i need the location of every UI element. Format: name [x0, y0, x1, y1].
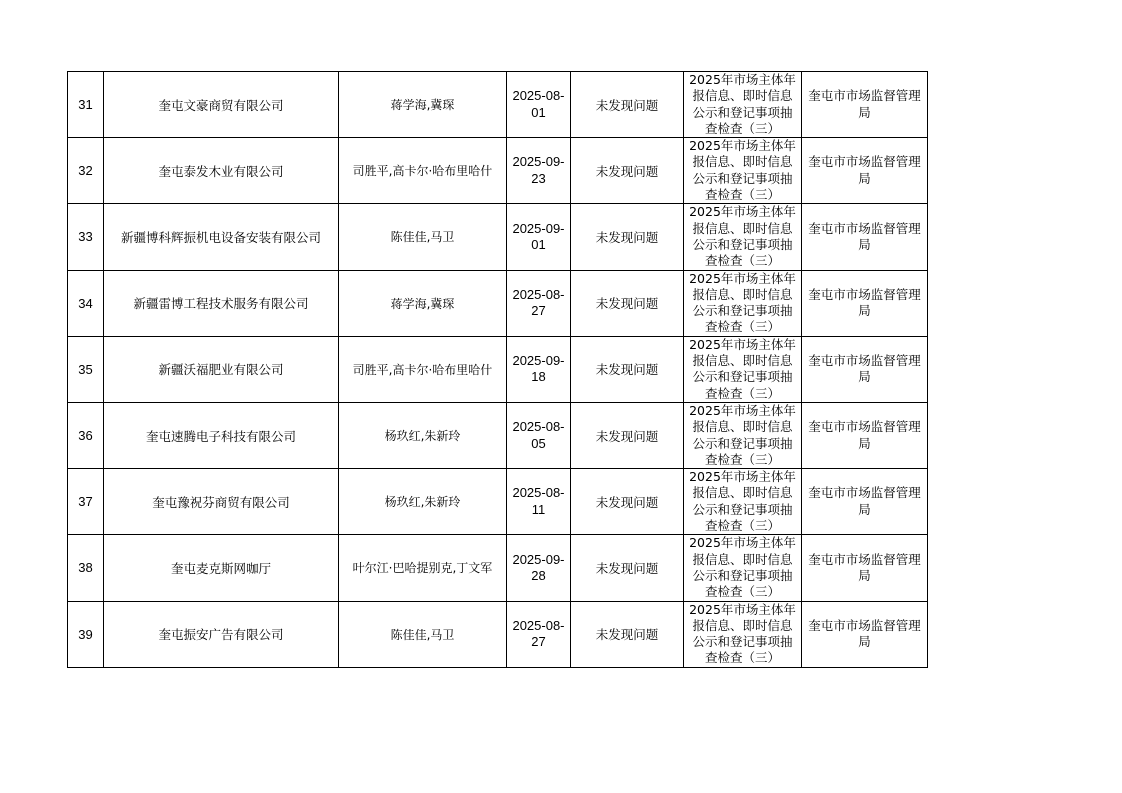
inspectors-cell: 蒋学海,冀琛 [339, 72, 507, 138]
inspectors-cell: 杨玖红,朱新玲 [339, 402, 507, 468]
row-number-cell: 31 [68, 72, 104, 138]
inspection-result-cell: 未发现问题 [571, 469, 684, 535]
inspectors-cell: 司胜平,高卡尔·哈布里哈什 [339, 336, 507, 402]
inspection-date-cell [507, 535, 571, 601]
table-row [68, 270, 928, 336]
inspection-task-text: 2025年市场主体年报信息、即时信息公示和登记事项抽查检查（三） [689, 535, 796, 600]
company-name-cell: 奎屯速腾电子科技有限公司 [104, 402, 339, 468]
inspection-date-cell [507, 204, 571, 270]
inspection-date-cell [507, 270, 571, 336]
department-text: 奎屯市市场监督管理局 [808, 220, 921, 252]
inspection-task-text: 2025年市场主体年报信息、即时信息公示和登记事项抽查检查（三） [689, 270, 796, 335]
inspectors-cell: 杨玖红,朱新玲 [339, 469, 507, 535]
table-row [68, 72, 928, 138]
department-text: 奎屯市市场监督管理局 [808, 353, 921, 385]
company-name-cell: 新疆沃福肥业有限公司 [104, 336, 339, 402]
department-text: 奎屯市市场监督管理局 [808, 154, 921, 186]
department-cell [802, 270, 928, 336]
inspection-result-cell: 未发现问题 [571, 336, 684, 402]
inspection-task-cell [684, 72, 802, 138]
inspection-result-cell: 未发现问题 [571, 72, 684, 138]
department-text: 奎屯市市场监督管理局 [808, 485, 921, 517]
department-text: 奎屯市市场监督管理局 [808, 551, 921, 583]
department-text: 奎屯市市场监督管理局 [808, 617, 921, 650]
inspection-result-cell: 未发现问题 [571, 270, 684, 336]
department-cell [802, 601, 928, 667]
inspection-date-text: 2025-09-18 [512, 353, 565, 385]
inspection-task-text: 2025年市场主体年报信息、即时信息公示和登记事项抽查检查（三） [689, 204, 796, 269]
department-text: 奎屯市市场监督管理局 [808, 419, 921, 451]
inspection-date-text: 2025-09-28 [512, 551, 565, 583]
department-text: 奎屯市市场监督管理局 [808, 88, 921, 120]
inspectors-cell: 蒋学海,冀琛 [339, 270, 507, 336]
inspection-task-cell [684, 270, 802, 336]
inspection-date-text: 2025-08-11 [512, 485, 565, 517]
row-number-cell: 37 [68, 469, 104, 535]
inspection-date-text: 2025-09-01 [512, 220, 565, 252]
inspection-date-text: 2025-08-27 [512, 617, 565, 650]
inspection-task-text: 2025年市场主体年报信息、即时信息公示和登记事项抽查检查（三） [689, 469, 796, 534]
inspection-task-cell [684, 469, 802, 535]
inspection-result-cell: 未发现问题 [571, 204, 684, 270]
inspection-task-cell [684, 601, 802, 667]
company-name-cell: 奎屯振安广告有限公司 [104, 601, 339, 667]
department-cell [802, 138, 928, 204]
department-text: 奎屯市市场监督管理局 [808, 286, 921, 319]
department-cell [802, 336, 928, 402]
company-name-cell: 新疆雷博工程技术服务有限公司 [104, 270, 339, 336]
department-cell [802, 72, 928, 138]
table-row [68, 535, 928, 601]
table-row [68, 138, 928, 204]
inspection-task-cell [684, 336, 802, 402]
department-cell [802, 204, 928, 270]
inspectors-cell: 陈佳佳,马卫 [339, 601, 507, 667]
inspection-task-text: 2025年市场主体年报信息、即时信息公示和登记事项抽查检查（三） [689, 601, 796, 666]
inspection-date-cell [507, 336, 571, 402]
inspection-task-text: 2025年市场主体年报信息、即时信息公示和登记事项抽查检查（三） [689, 336, 796, 401]
row-number-cell: 38 [68, 535, 104, 601]
inspection-date-cell [507, 72, 571, 138]
table-body [68, 72, 928, 668]
company-name-cell: 奎屯泰发木业有限公司 [104, 138, 339, 204]
inspection-date-text: 2025-08-01 [512, 88, 565, 120]
inspection-date-cell [507, 138, 571, 204]
inspectors-cell: 叶尔江·巴哈提别克,丁文军 [339, 535, 507, 601]
row-number-cell: 36 [68, 402, 104, 468]
row-number-cell: 32 [68, 138, 104, 204]
table-row [68, 204, 928, 270]
row-number-cell: 35 [68, 336, 104, 402]
table-row [68, 402, 928, 468]
company-name-cell: 新疆博科辉振机电设备安装有限公司 [104, 204, 339, 270]
department-cell [802, 535, 928, 601]
inspectors-cell: 陈佳佳,马卫 [339, 204, 507, 270]
inspection-date-text: 2025-08-05 [512, 419, 565, 451]
inspection-result-cell: 未发现问题 [571, 601, 684, 667]
row-number-cell: 34 [68, 270, 104, 336]
inspectors-cell: 司胜平,高卡尔·哈布里哈什 [339, 138, 507, 204]
company-name-cell: 奎屯麦克斯网咖厅 [104, 535, 339, 601]
inspection-task-cell [684, 402, 802, 468]
inspection-task-text: 2025年市场主体年报信息、即时信息公示和登记事项抽查检查（三） [689, 72, 796, 136]
inspection-result-cell: 未发现问题 [571, 402, 684, 468]
department-cell [802, 469, 928, 535]
company-name-cell: 奎屯文豪商贸有限公司 [104, 72, 339, 138]
table-row [68, 601, 928, 667]
department-cell [802, 402, 928, 468]
inspection-task-cell [684, 204, 802, 270]
row-number-cell: 39 [68, 601, 104, 667]
inspection-date-cell [507, 601, 571, 667]
inspection-task-text: 2025年市场主体年报信息、即时信息公示和登记事项抽查检查（三） [689, 138, 796, 203]
row-number-cell: 33 [68, 204, 104, 270]
inspection-result-cell: 未发现问题 [571, 138, 684, 204]
table-row [68, 469, 928, 535]
inspection-result-cell: 未发现问题 [571, 535, 684, 601]
inspection-task-cell [684, 138, 802, 204]
inspection-results-table [67, 71, 928, 668]
inspection-task-text: 2025年市场主体年报信息、即时信息公示和登记事项抽查检查（三） [689, 402, 796, 467]
inspection-date-text: 2025-09-23 [512, 154, 565, 186]
inspection-date-text: 2025-08-27 [512, 286, 565, 319]
inspection-date-cell [507, 469, 571, 535]
inspection-task-cell [684, 535, 802, 601]
inspection-date-cell [507, 402, 571, 468]
company-name-cell: 奎屯豫祝芬商贸有限公司 [104, 469, 339, 535]
table-row [68, 336, 928, 402]
